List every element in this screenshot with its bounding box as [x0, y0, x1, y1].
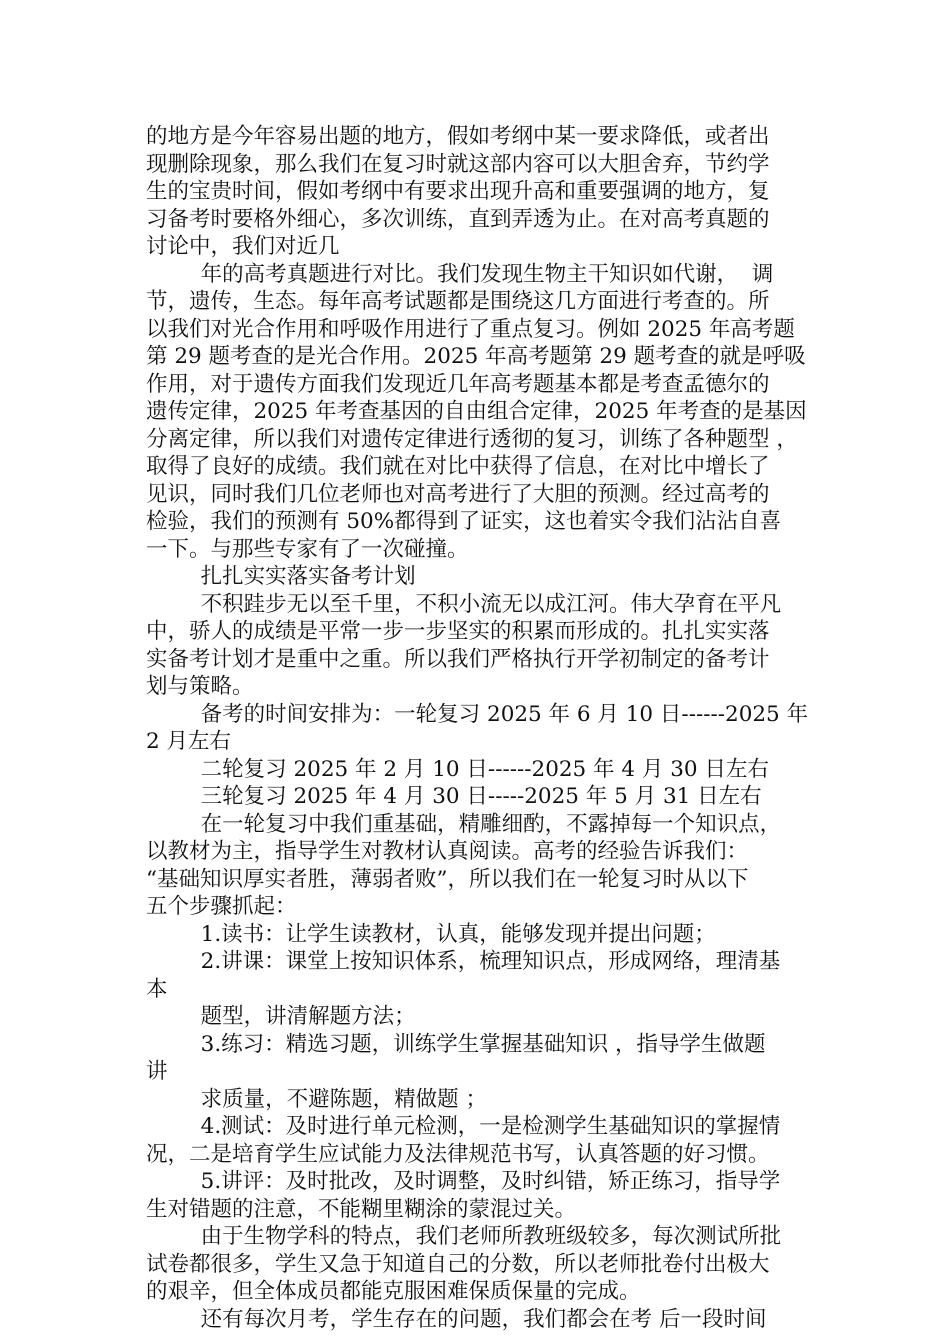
text-line: 取得了良好的成绩。我们就在对比中获得了信息，在对比中增长了 — [146, 454, 770, 479]
text-line: 4.测试：及时进行单元检测，一是检测学生基础知识的掌握情 — [146, 1114, 781, 1139]
text-line: 况，二是培育学生应试能力及法律规范书写，认真答题的好习惯。 — [146, 1141, 770, 1167]
text-line: 划与策略。 — [146, 674, 254, 699]
text-line: 不积跬步无以至千里，不积小流无以成江河。伟大孕育在平凡 — [146, 591, 782, 617]
text-line: 讲 — [146, 1059, 168, 1084]
text-line: 生对错题的注意，不能糊里糊涂的蒙混过关。 — [146, 1196, 577, 1222]
text-line: 在一轮复习中我们重基础，精雕细酌，不露掉每一个知识点， — [146, 811, 782, 837]
text-line: 三轮复习 2025 年 4 月 30 日-----2025 年 5 月 31 日左右 — [146, 784, 762, 809]
text-line: 第 29 题考查的是光合作用。2025 年高考题第 29 题考查的就是呼吸 — [146, 344, 806, 369]
text-line: 五个步骤抓起： — [146, 894, 297, 919]
text-line: 的地方是今年容易出题的地方，假如考纲中某一要求降低，或者出 — [146, 124, 770, 149]
text-line: 3.练习：精选习题，训练学生掌握基础知识 ，指导学生做题 — [146, 1031, 766, 1057]
text-line: 以教材为主，指导学生对教材认真阅读。高考的经验告诉我们： — [146, 839, 749, 864]
text-line: 习备考时要格外细心，多次训练，直到弄透为止。在对高考真题的 — [146, 206, 770, 232]
text-line: 试卷都很多，学生又急于知道自己的分数，所以老师批卷付出极大 — [146, 1251, 770, 1277]
text-line: 备考的时间安排为：一轮复习 2025 年 6 月 10 日------2025 年 — [146, 701, 809, 727]
text-line: 本 — [146, 976, 168, 1002]
text-line: 见识，同时我们几位老师也对高考进行了大胆的预测。经过高考的 — [146, 481, 770, 507]
text-line: 生的宝贵时间，假如考纲中有要求出现升高和重要强调的地方，复 — [146, 179, 770, 204]
text-line: 1.读书：让学生读教材，认真，能够发现并提出问题； — [146, 921, 716, 947]
text-line: 5.讲评：及时批改，及时调整，及时纠错，矫正练习，指导学 — [146, 1169, 781, 1194]
text-line: 年的高考真题进行对比。我们发现生物主干知识如代谢， 调 — [146, 261, 774, 287]
text-line: 2.讲课：课堂上按知识体系，梳理知识点，形成网络，理清基 — [146, 949, 781, 974]
text-line: 中，骄人的成绩是平常一步一步坚实的积累而形成的。扎扎实实落 — [146, 619, 770, 644]
text-line: 现删除现象，那么我们在复习时就这部内容可以大胆舍弃，节约学 — [146, 151, 770, 177]
text-line: 以我们对光合作用和呼吸作用进行了重点复习。例如 2025 年高考题 — [146, 316, 795, 342]
text-line: 节，遗传，生态。每年高考试题都是围绕这几方面进行考查的。所 — [146, 289, 770, 314]
text-line: 讨论中，我们对近几 — [146, 234, 340, 259]
text-line: 一下。与那些专家有了一次碰撞。 — [146, 536, 469, 562]
text-line: “基础知识厚实者胜，薄弱者败”，所以我们在一轮复习时从以下 — [146, 866, 749, 892]
text-line: 的艰辛，但全体成员都能克服困难保质保量的完成。 — [146, 1279, 641, 1304]
text-line: 分离定律，所以我们对遗传定律进行透彻的复习，训练了各种题型 ， — [146, 426, 798, 452]
text-line: 检验，我们的预测有 50%都得到了证实，这也着实令我们沾沾自喜 — [146, 509, 782, 534]
text-line: 二轮复习 2025 年 2 月 10 日------2025 年 4 月 30 日左右 — [146, 756, 769, 782]
text-line: 还有每次月考，学生存在的问题，我们都会在考 后一段时间 — [146, 1306, 767, 1332]
text-line: 作用，对于遗传方面我们发现近几年高考题基本都是考查孟德尔的 — [146, 371, 770, 397]
text-line: 由于生物学科的特点，我们老师所教班级较多，每次测试所批 — [146, 1224, 782, 1249]
text-line: 遗传定律，2025 年考查基因的自由组合定律，2025 年考查的是基因 — [146, 399, 807, 424]
text-line: 扎扎实实落实备考计划 — [146, 564, 416, 589]
text-line: 实备考计划才是重中之重。所以我们严格执行开学初制定的备考计 — [146, 646, 770, 672]
text-line: 求质量，不避陈题，精做题 ； — [146, 1086, 488, 1112]
text-line: 2 月左右 — [146, 729, 232, 754]
text-line: 题型，讲清解题方法； — [146, 1004, 416, 1029]
